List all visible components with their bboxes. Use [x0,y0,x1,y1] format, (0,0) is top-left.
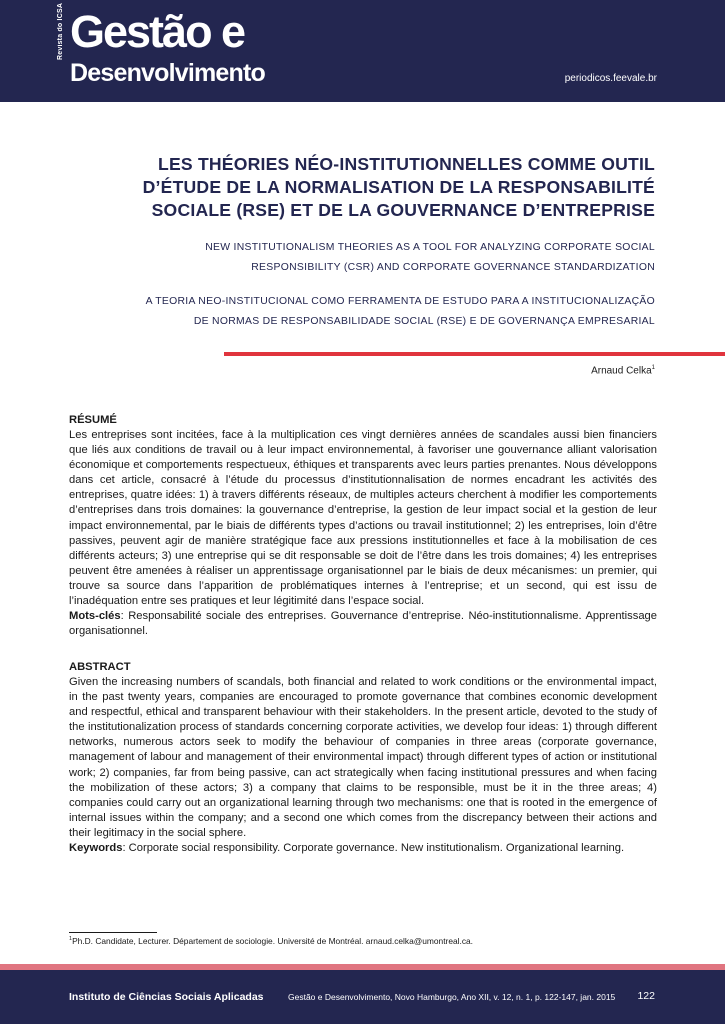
journal-footer [0,970,725,1024]
resume-keywords-text: : Responsabilité sociale des entreprises. Gouvernance d’entreprise. Néo-institutionnalisme. Apprentissage organisationnel. [69,610,657,638]
author-footnote-mark[interactable]: 1 [651,365,655,371]
abstract-keywords-text: : Corporate social responsibility. Corporate governance. New institutionalism. Organizational learning. [122,842,625,855]
footnote [69,936,473,946]
article-title-en-line1: NEW INSTITUTIONALISM THEORIES AS A TOOL FOR ANALYZING CORPORATE SOCIAL [205,242,655,253]
abstract-keywords-label: Keywords [69,842,123,855]
resume-heading: RÉSUMÉ [69,414,117,426]
resume-keywords [69,609,657,639]
author-byline [591,365,655,376]
page-number: 122 [637,990,655,1002]
footnote-divider [69,932,157,933]
resume-keywords-label: Mots-clés [69,610,121,623]
abstract-keywords [69,841,657,856]
abstract-section [69,660,657,856]
footer-citation: Gestão e Desenvolvimento, Novo Hamburgo, Ano XII, v. 12, n. 1, p. 122-147, jan. 2015 [288,992,616,1002]
footer-institute: Instituto de Ciências Sociais Aplicadas [69,991,264,1003]
journal-logo-line2: Desenvolvimento [70,59,266,87]
footnote-text: Ph.D. Candidate, Lecturer. Département de sociologie. Université de Montréal. arnaud.celka@umontreal.ca. [72,936,474,946]
author-name: Arnaud Celka [591,365,652,377]
article-title-en [90,238,655,278]
article-title-en-line2: RESPONSIBILITY (CSR) AND CORPORATE GOVERNANCE STANDARDIZATION [251,262,655,273]
abstract-body: Given the increasing numbers of scandals, both financial and related to work conditions or the environmental impact, in the past twenty years, companies are encouraged to promote governance that combines economic development and respectful, ethical and transparent behaviour with their stakeholders. In the present article, devoted to the study of the institutionalization process of standards concerning corporate activities, we develop four ideas: 1) through different networks, numerous actors seek to modify the behaviour of companies in three areas (corporate governance, management of labour and management of their environmental impact) through different types of action or institutional work; 2) companies, far from being passive, can act strategically when facing institutional pressures and when facing the mobilization of these actors; 3) a company that claims to be responsible, must be it in the three areas; 4) companies could carry out an organizational learning through two mechanisms: one that is rooted in the emergence of internal issues within the company; and a second one which comes from the discrepancy between their actions and their legitimacy in the social sphere. [69,676,657,839]
article-title-pt-line2: DE NORMAS DE RESPONSABILIDADE SOCIAL (RSE) E DE GOVERNANÇA EMPRESARIAL [193,316,655,327]
journal-logo-line1: Gestão e [70,6,245,57]
site-url[interactable]: periodicos.feevale.br [564,73,657,84]
footnote-mark: 1 [69,936,73,943]
logo-side-text: Revista do ICSA [57,2,64,60]
article-title-fr: LES THÉORIES NÉO-INSTITUTIONNELLES COMME OUTIL D’ÉTUDE DE LA NORMALISATION DE LA RESPONSABILITÉ SOCIALE (RSE) ET DE LA GOUVERNANCE D’ENTREPRISE [142,154,655,220]
article-title-pt-line1: A TEORIA NEO-INSTITUCIONAL COMO FERRAMENTA DE ESTUDO PARA A INSTITUCIONALIZAÇÃO [145,296,655,307]
title-divider [224,352,725,356]
abstract-heading: ABSTRACT [69,661,131,673]
journal-header [0,0,725,102]
article-title-pt [90,292,655,332]
resume-body: Les entreprises sont incitées, face à la multiplication ces vingt dernières années de scandales aussi bien financiers que liés aux conditions de travail ou à leur impact environnemental, à favoriser une gouvernance alliant valorisation économique et comportements respectueux, éthiques et transparents avec leurs parties prenantes. Nous développons dans cet article, consacré à l’étude du processus d’institutionnalisation de normes encadrant les activités des entreprises, quatre idées: 1) à travers différents réseaux, de multiples acteurs cherchent à modifier les comportements d’entreprises dans trois domaines: la gouvernance d’entreprise, la gestion de leur impact social et la gestion de leur impact environnemental, par le biais de différents types d’actions ou travail institutionnel; 2) les entreprises, loin d’être passives, peuvent agir de manière stratégique face aux pressions institutionnelles et face à la mobilisation de ces différents acteurs; 3) une entreprise qui se dit responsable se doit de l’être dans les trois domaines; 4) les entreprises peuvent être amenées à réaliser un apprentissage organisationnel par le biais de deux mécanismes: un premier, qui trouve sa source dans l’apparition de problématiques internes à l’entreprise; et un second, qui est issu de l’inadéquation entre ses pratiques et leur légitimité dans l’espace social. [69,429,657,608]
resume-section [69,413,657,639]
